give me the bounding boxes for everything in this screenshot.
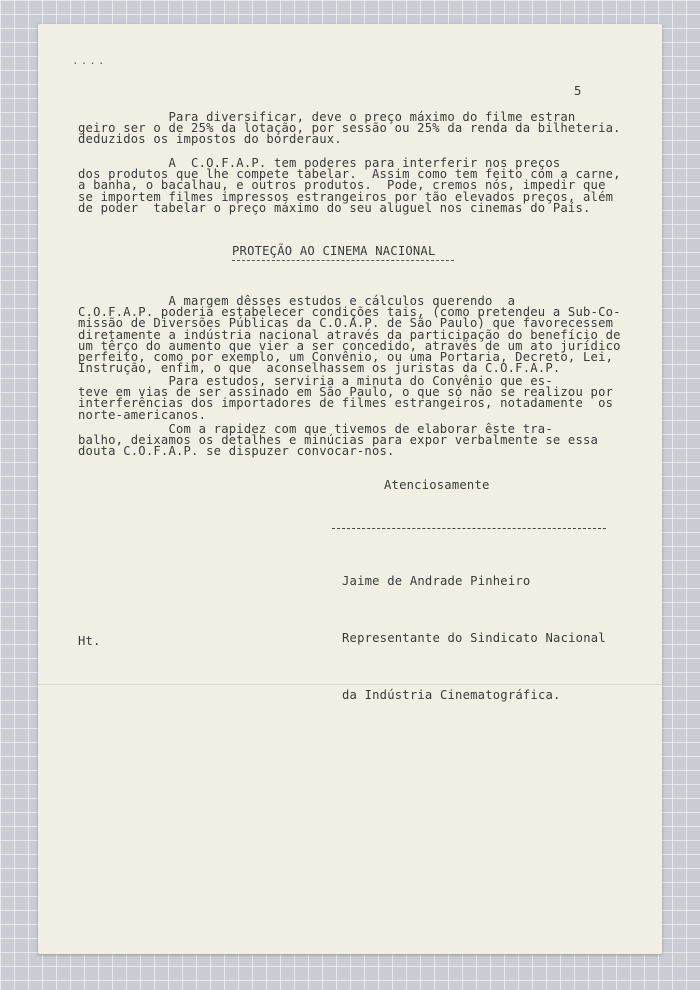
document-page (38, 24, 662, 954)
paragraph-studies: Para estudos, serviria a minuta do Convênio que es- teve em vias de ser assinado em São Paulo, o que só não se realizou por interferências dos importadores de filmes estrangeiros, notadamente os norte-americanos. (78, 374, 614, 422)
signature-block (342, 534, 606, 743)
closing-salutation: Atenciosamente (384, 478, 490, 492)
signatory-title-line2: da Indústria Cinematográfica. (342, 688, 561, 702)
heading-underline (232, 260, 454, 261)
page-number: 5 (574, 84, 582, 98)
signatory-title-line1: Representante do Sindicato Nacional (342, 631, 606, 645)
paragraph-pricing: Para diversificar, deve o preço máximo do filme estran geiro ser o de 25% da lotação, por sessão ou 25% da renda da bilheteria. deduzidos os impostos do borderaux. (78, 110, 621, 147)
signatory-name: Jaime de Andrade Pinheiro (342, 574, 531, 588)
section-heading: PROTEÇÃO AO CINEMA NACIONAL (232, 244, 436, 258)
paragraph-cofap-powers: A C.O.F.A.P. tem poderes para interferir nos preços dos produtos que lhe compete tabelar. Assim como tem feito com a carne, a banha, o bacalhau, e outros produtos. Pode, cremos nós, impedir que se importem filmes impressos estrangeiros por tão elevados preços, além de poder tabelar o preço máximo do seu aluguel nos cinemas do País. (78, 156, 621, 215)
pencil-mark: ···· (72, 57, 107, 70)
typist-initials: Ht. (78, 634, 101, 648)
paragraph-closing-remarks: Com a rapidez com que tivemos de elaborar êste tra- balho, deixamos os detalhes e minúcias para expor verbalmente se essa douta C.O.F.A.P. se dispuzer convocar-nos. (78, 422, 599, 459)
paragraph-protection: A margem dêsses estudos e cálculos querendo a C.O.F.A.P. poderia estabelecer condições tais, (como pretendeu a Sub-Co- missão de Diversões Públicas da C.O.A.P. de São Paulo) que favorecessem diretamente a indústria nacional através da participação do benefício de um têrço do aumento que vier a ser concedido, através de um ato jurídico perfeito, como por exemplo, um Convênio, ou uma Portaria, Decreto, Lei, Instrução, enfim, o que aconselhassem os juristas da C.O.F.A.P. (78, 294, 621, 376)
signature-line (332, 528, 606, 529)
